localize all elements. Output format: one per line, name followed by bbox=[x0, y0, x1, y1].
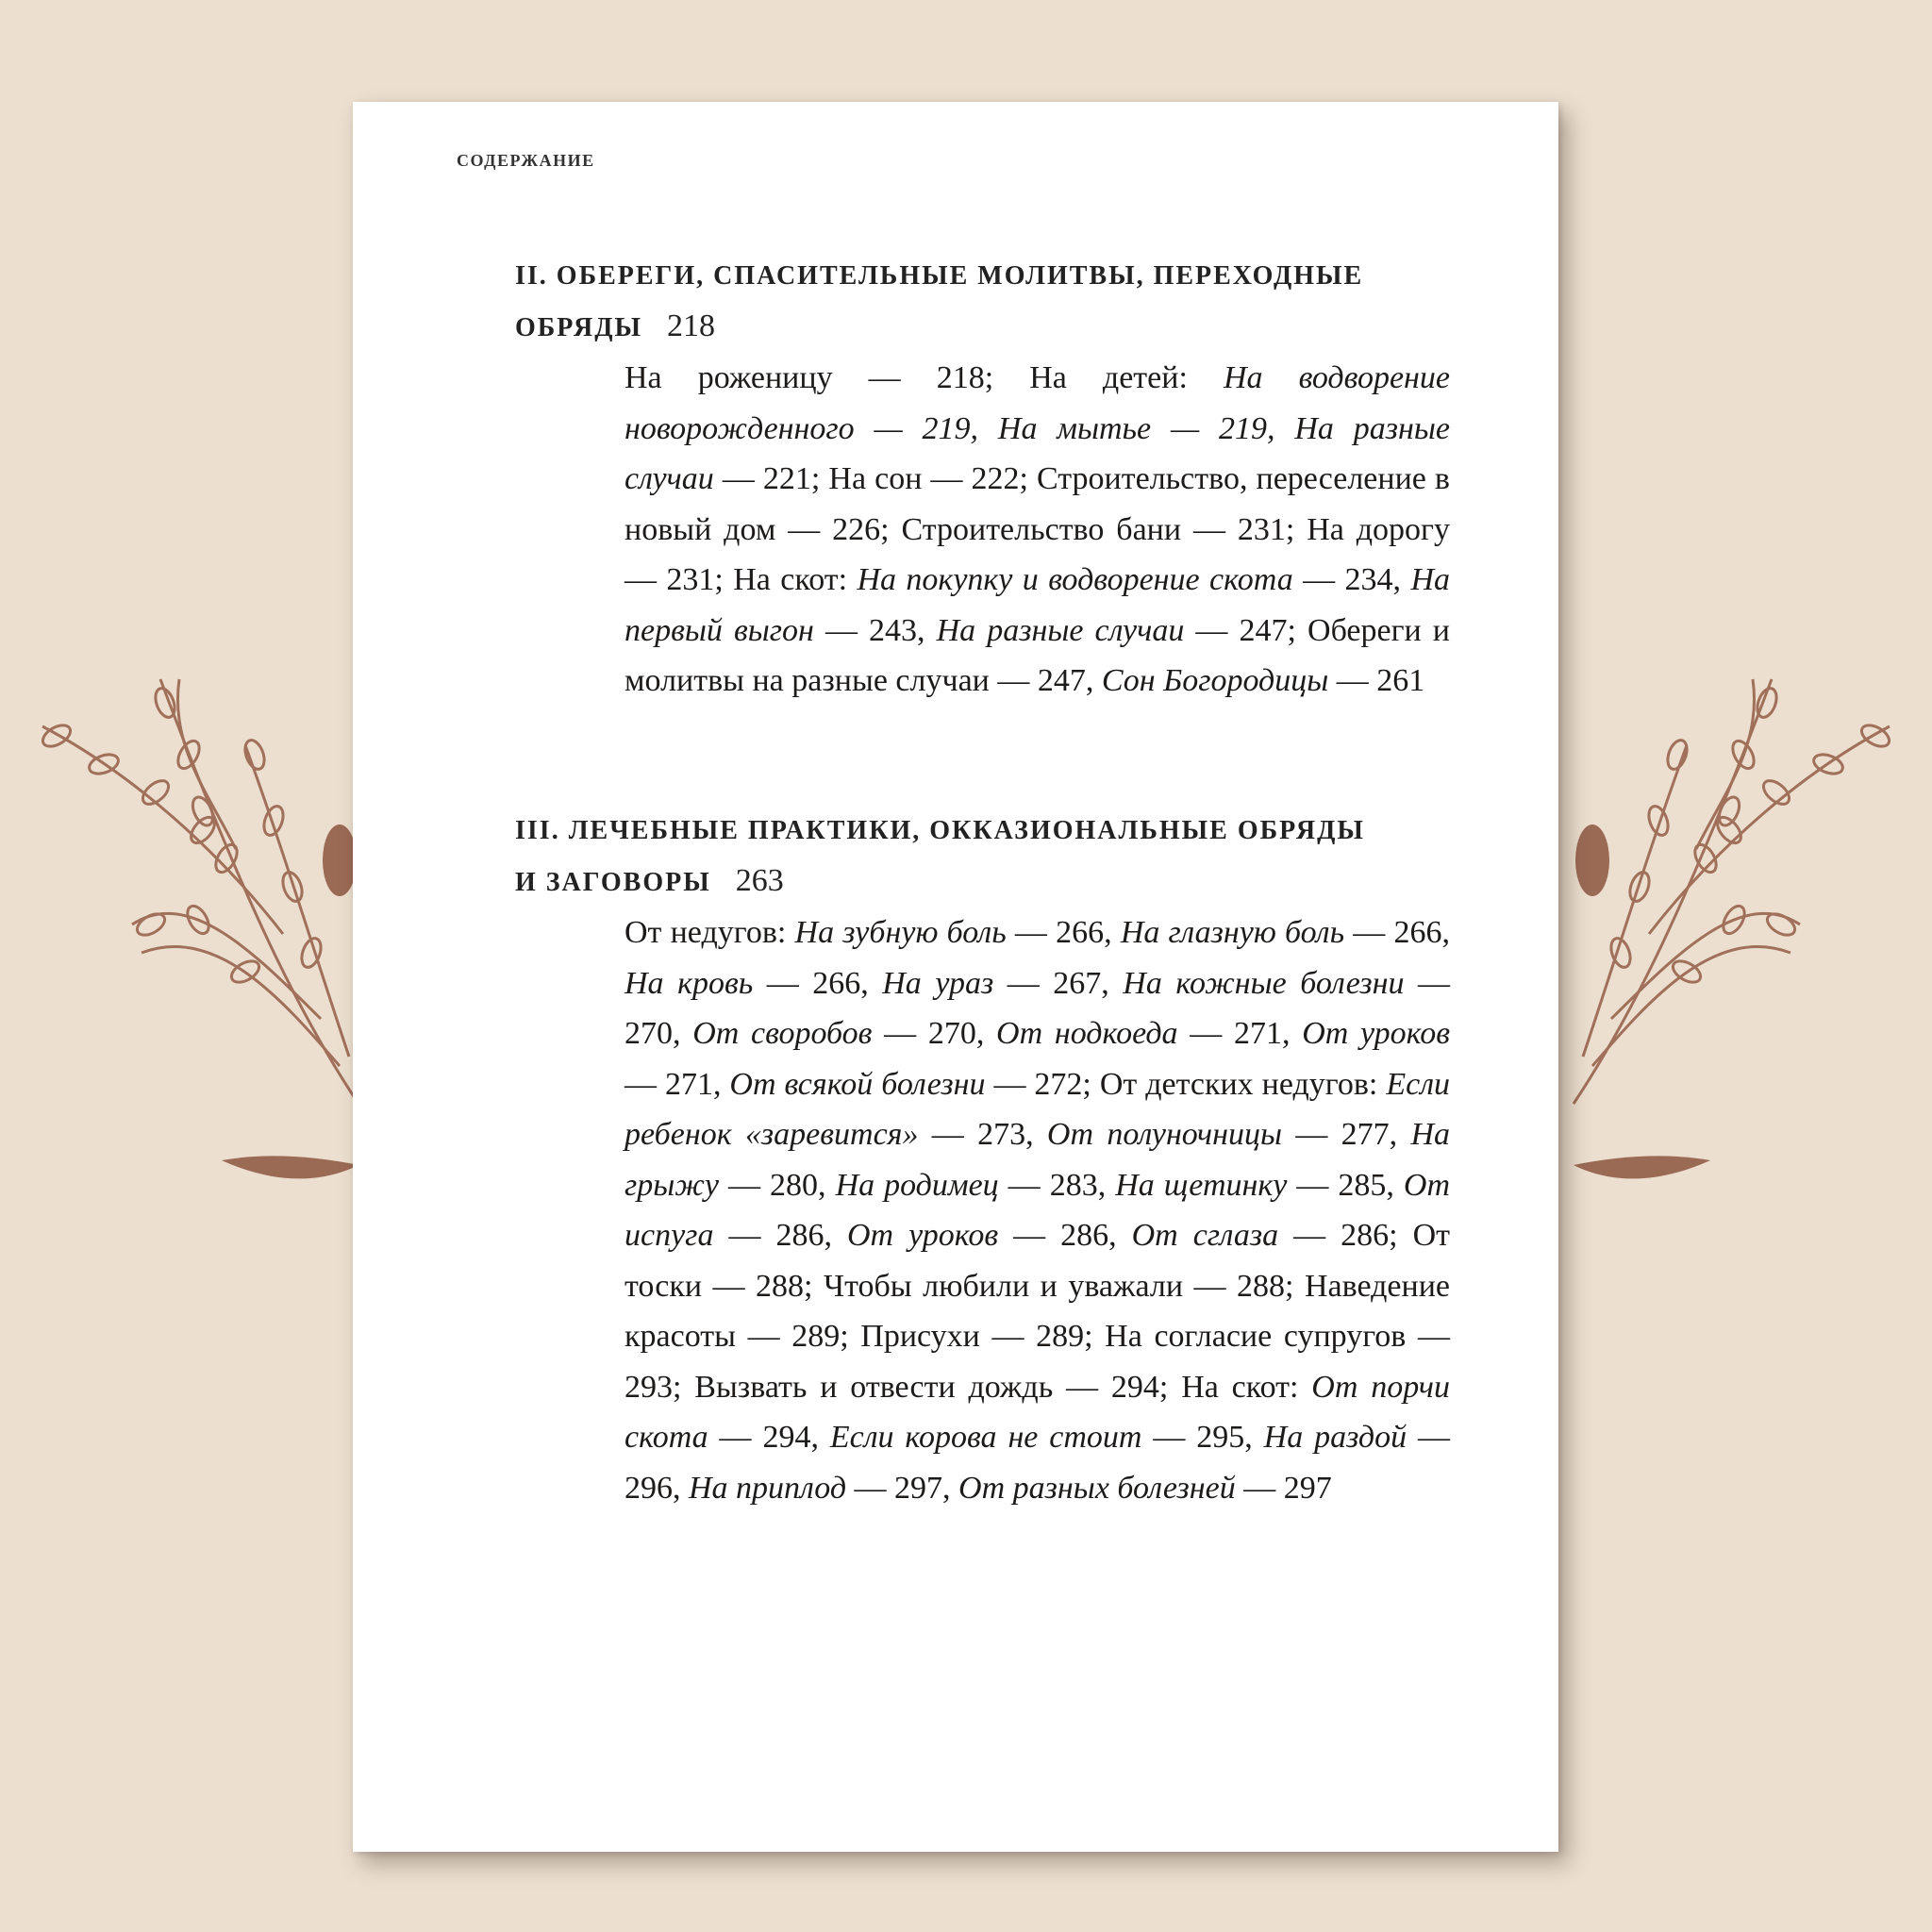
entry-subtopic: На кровь bbox=[625, 965, 754, 1001]
entry-subtopic: На покупку и водворение скота bbox=[857, 562, 1293, 597]
entry-text: — 286, bbox=[998, 1218, 1132, 1253]
section-page-number: 218 bbox=[666, 308, 715, 343]
entry-text: — 283, bbox=[998, 1167, 1116, 1203]
entry-subtopic: На первый выгон bbox=[625, 562, 1450, 648]
entry-subtopic: На разные случаи bbox=[936, 612, 1185, 648]
entry-subtopic: На кожные болезни bbox=[1123, 965, 1405, 1001]
entry-subtopic: От своробов bbox=[692, 1016, 873, 1051]
entry-text: — 234, bbox=[1292, 562, 1411, 597]
entry-text: — 294, bbox=[708, 1420, 830, 1455]
entry-text: — 270, bbox=[625, 965, 1451, 1051]
entry-text: — 295, bbox=[1141, 1420, 1264, 1455]
entry-text: — 297, bbox=[846, 1470, 959, 1506]
entry-text: — 297 bbox=[1235, 1470, 1332, 1506]
entry-text: — 221; На сон — 222; Строительство, переселение в новый дом — 226; Строительство бани — 231; На дорогу — 231; На скот: bbox=[625, 461, 1450, 597]
section-title bbox=[515, 251, 1458, 353]
entry-subtopic: От разных болезней bbox=[958, 1470, 1236, 1506]
entry-subtopic: От всякой болезни bbox=[729, 1066, 986, 1102]
entry-subtopic: На ураз bbox=[882, 965, 994, 1001]
entry-text: — 286, bbox=[713, 1218, 847, 1253]
entry-subtopic: Сон Богородицы bbox=[1101, 663, 1329, 698]
section-title-line2: И ЗАГОВОРЫ bbox=[515, 868, 711, 897]
entry-text: На роженицу — 218; На детей: bbox=[625, 360, 1224, 395]
section-title-line1: II. ОБЕРЕГИ, СПАСИТЕЛЬНЫЕ МОЛИТВЫ, ПЕРЕХОДНЫЕ bbox=[515, 261, 1364, 291]
entry-text: — 286; От тоски — 288; Чтобы любили и уважали — 288; Наведение красоты — 289; Присухи — 289; На согласие супругов — 293; Вызвать и отвести дождь — 294; На скот: bbox=[625, 1218, 1451, 1405]
entry-subtopic: На водворение новорожденного — 219, На мытье — 219, На разные случаи bbox=[625, 360, 1450, 496]
entry-subtopic: Если ребенок «заревится» bbox=[625, 1066, 1451, 1152]
section-title bbox=[515, 806, 1458, 908]
entry-text: — 272; От детских недугов: bbox=[985, 1066, 1387, 1102]
entry-subtopic: От сглаза bbox=[1131, 1218, 1279, 1253]
entry-subtopic: От полуночницы bbox=[1046, 1117, 1283, 1152]
entry-text: — 271, bbox=[625, 1066, 730, 1102]
toc-section bbox=[515, 806, 1458, 1513]
entry-text: — 270, bbox=[872, 1016, 997, 1051]
entry-subtopic: От уроков bbox=[846, 1218, 999, 1253]
entry-subtopic: Если корова не стоит bbox=[829, 1420, 1142, 1455]
entry-subtopic: От испуга bbox=[625, 1167, 1451, 1253]
entry-text: — 296, bbox=[625, 1420, 1451, 1506]
entry-subtopic: На зубную боль bbox=[794, 915, 1007, 950]
entry-text: — 261 bbox=[1328, 663, 1425, 698]
entry-subtopic: На родимец bbox=[835, 1167, 999, 1203]
entry-subtopic: От уроков bbox=[1302, 1016, 1451, 1051]
entry-subtopic: На грыжу bbox=[625, 1117, 1451, 1203]
right-willow-branch-icon bbox=[1574, 679, 1892, 1104]
entry-text: — 266, bbox=[1344, 915, 1450, 950]
book-page bbox=[353, 102, 1558, 1852]
section-page-number: 263 bbox=[735, 863, 784, 898]
entry-text: — 285, bbox=[1287, 1167, 1404, 1203]
entry-text: — 243, bbox=[813, 612, 937, 648]
entry-subtopic: На раздой bbox=[1263, 1420, 1407, 1455]
right-leaf-icon bbox=[1574, 1156, 1710, 1178]
entry-subtopic: На приплод bbox=[689, 1470, 847, 1506]
entry-text: — 267, bbox=[993, 965, 1124, 1001]
entry-subtopic: От порчи скота bbox=[625, 1369, 1450, 1455]
entry-subtopic: На глазную боль bbox=[1120, 915, 1345, 950]
left-bud-icon bbox=[323, 824, 357, 896]
entry-text: — 280, bbox=[719, 1167, 836, 1203]
right-bud-icon bbox=[1575, 824, 1609, 896]
section-entries bbox=[625, 353, 1450, 707]
entry-text: От недугов: bbox=[625, 915, 795, 950]
entry-subtopic: На щетинку bbox=[1115, 1167, 1288, 1203]
section-entries bbox=[625, 908, 1450, 1513]
entry-text: — 247; Обереги и молитвы на разные случаи — 247, bbox=[625, 612, 1451, 698]
entry-text: — 273, bbox=[918, 1117, 1047, 1152]
toc-section bbox=[515, 251, 1458, 707]
entry-subtopic: От нодкоеда bbox=[996, 1016, 1178, 1051]
left-willow-branch-icon bbox=[40, 679, 358, 1104]
entry-text: — 266, bbox=[1006, 915, 1121, 950]
entry-text: — 271, bbox=[1177, 1016, 1303, 1051]
left-leaf-icon bbox=[222, 1156, 358, 1178]
running-head: СОДЕРЖАНИЕ bbox=[457, 151, 595, 170]
entry-text: — 266, bbox=[753, 965, 883, 1001]
entry-text: — 277, bbox=[1282, 1117, 1411, 1152]
section-title-line2: ОБРЯДЫ bbox=[515, 313, 642, 342]
section-title-line1: III. ЛЕЧЕБНЫЕ ПРАКТИКИ, ОККАЗИОНАЛЬНЫЕ ОБРЯДЫ bbox=[515, 816, 1365, 845]
